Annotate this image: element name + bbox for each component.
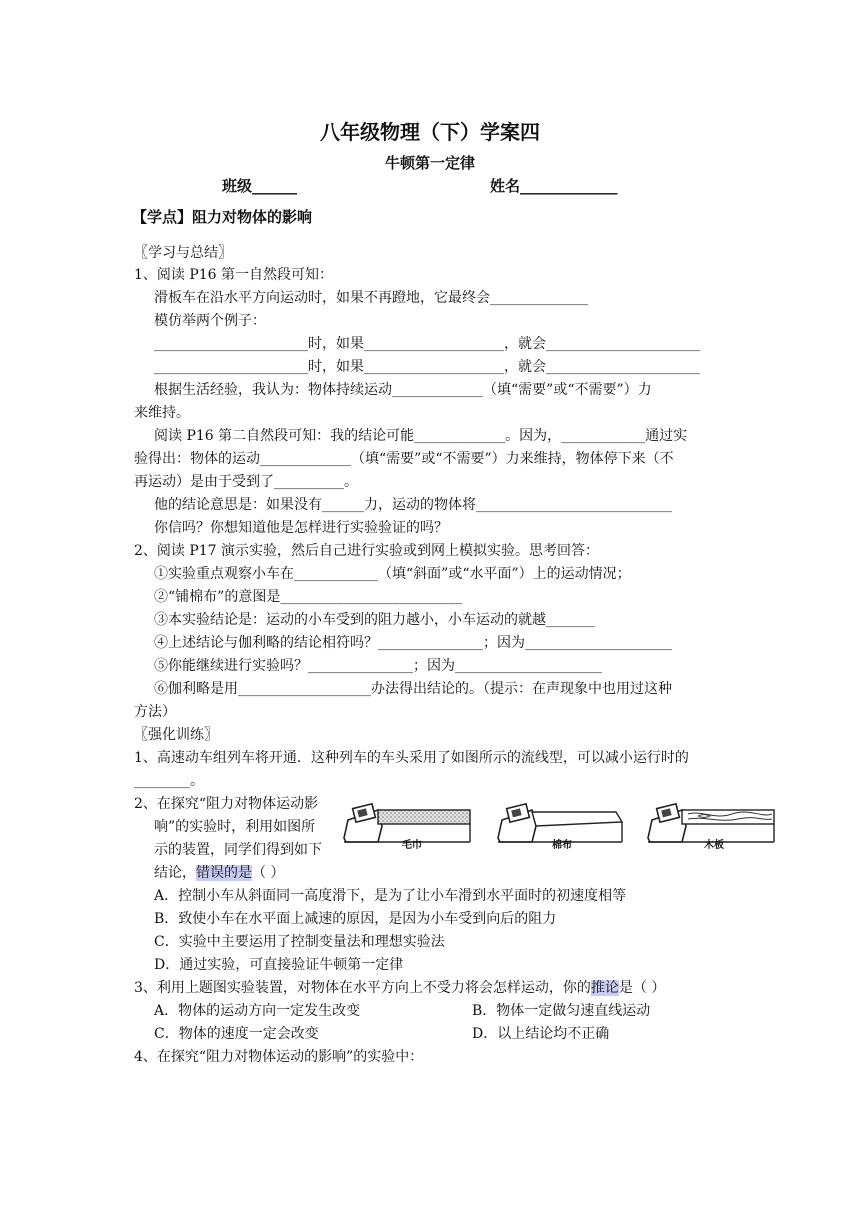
study-line: 阅读 P16 第二自然段可知：我的结论可能_____________。因为，____________通过实 [154,428,688,444]
study-line: ⑥伽利略是用___________________办法得出结论的。（提示：在声现象中也用过这种 [154,681,672,697]
study-line: ③本实验结论是：运动的小车受到的阻力越小，小车运动的就越_______ [154,612,595,628]
q3-option: A．物体的运动方向一定发生改变 [154,1003,361,1019]
q2-option: B．致使小车在水平面上减速的原因，是因为小车受到向后的阻力 [154,911,557,927]
q2-line: 2、在探究“阻力对物体运动影 [134,796,319,812]
study-line: 验得出：物体的运动_____________（填“需要”或“不需要”）力来维持，物体停下来（不 [134,451,674,467]
study-line: ②“铺棉布”的意图是__________________________ [154,589,463,605]
q2-line: 示的装置，同学们得到如下 [154,842,322,858]
training-heading: 〖强化训练〗 [134,727,218,743]
study-line: 根据生活经验，我认为：物体持续运动_____________（填“需要”或“不需要”）力 [154,382,652,398]
figure-label-towel: 毛巾 [402,840,422,851]
study-line: 他的结论意思是：如果没有______力，运动的物体将____________________________ [154,497,672,513]
highlighted-text: 错误的是 [196,865,252,881]
figure-label-cotton: 棉布 [552,840,572,851]
doc-subtitle: 牛顿第一定律 [384,154,475,172]
experiment-figure [342,792,778,856]
study-line: ④上述结论与伽利略的结论相符吗？_______________；因为_____________________ [154,635,672,651]
section-heading: 【学点】阻力对物体的影响 [132,208,313,226]
q3-line: 3、利用上题图实验装置，对物体在水平方向上不受力将会怎样运动，你的推论是（ ） [134,980,666,996]
study-line: ⑤你能继续进行实验吗？_______________；因为_____________________ [154,658,602,674]
study-line: ①实验重点观察小车在____________（填“斜面”或“水平面”）上的运动情况； [154,566,631,582]
study-line: 滑板车在沿水平方向运动时，如果不再蹬地，它最终会______________ [154,290,588,306]
q3-option: D．以上结论均不正确 [472,1026,610,1042]
study-line: 模仿举两个例子： [154,313,266,329]
study-line: 方法） [134,704,176,720]
q2-option: A．控制小车从斜面同一高度滑下，是为了让小车滑到水平面时的初速度相等 [154,888,627,904]
q4-line: 4、在探究“阻力对物体运动的影响”的实验中： [134,1049,424,1065]
study-line: 再运动）是由于受到了__________。 [134,474,358,490]
name-field: 姓名_____________ [490,177,618,195]
q1-line: ________。 [134,773,204,789]
q2-line: 结论，错误的是（ ） [154,865,285,881]
study-line: 你信吗？你想知道他是怎样进行实验验证的吗？ [154,520,448,536]
study-line: 来维持。 [134,405,190,421]
q2-option: D．通过实验，可直接验证牛顿第一定律 [154,957,404,973]
doc-title: 八年级物理（下）学案四 [320,120,540,144]
q3-option: C．物体的速度一定会改变 [154,1026,319,1042]
q2-line: 响”的实验时，利用如图所 [154,819,316,835]
study-line: 1、阅读 P16 第一自然段可知： [134,267,334,283]
figure-label-wood: 木板 [704,840,724,851]
class-field: 班级______ [222,177,298,195]
highlighted-text: 推论 [590,980,619,996]
study-line: ______________________时，如果____________________，就会______________________ [154,359,700,375]
q1-line: 1、高速动车组列车将开通．这种列车的车头采用了如图所示的流线型，可以减小运行时的 [134,750,689,766]
study-line: 2、阅读 P17 演示实验，然后自己进行实验或到网上模拟实验。思考回答： [134,543,600,559]
study-line: ______________________时，如果____________________，就会______________________ [154,336,700,352]
study-heading: 〖学习与总结〗 [134,245,232,261]
q3-option: B．物体一定做匀速直线运动 [472,1003,651,1019]
q2-option: C．实验中主要运用了控制变量法和理想实验法 [154,934,445,950]
